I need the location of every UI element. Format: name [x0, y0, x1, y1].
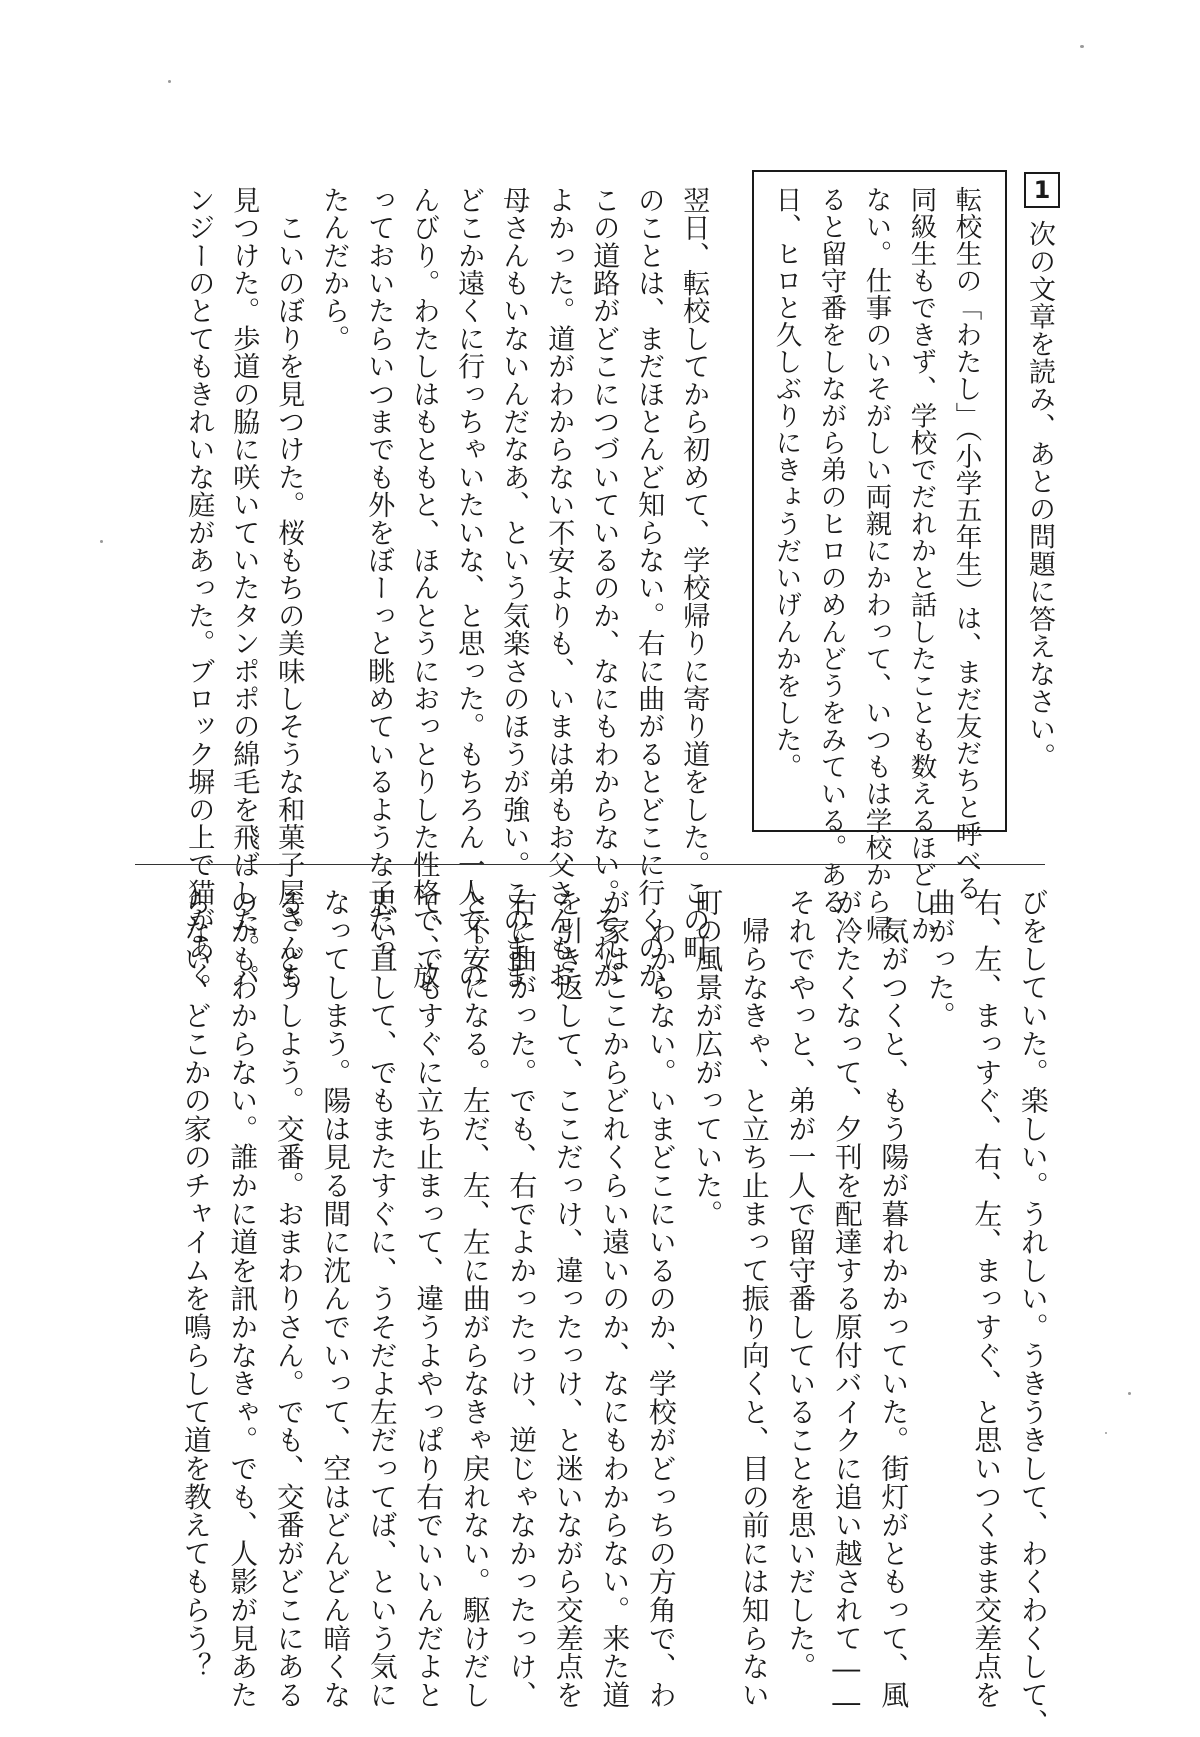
text-column: 同級生もできず、学校でだれかと話したことも数えるほどしか [905, 186, 937, 942]
scan-speck [1080, 45, 1084, 48]
text-column: 気がつくと、もう陽が暮れかかっていた。街灯がともって、風 [876, 888, 910, 1709]
scan-speck [1105, 1432, 1107, 1434]
text-column: ない。仕事のいそがしい両親にかわって、いつもは学校から帰 [860, 186, 892, 942]
text-column: たんだから。 [318, 186, 350, 353]
text-column: それでやっと、弟が一人で留守番していることを思いだした。 [783, 888, 817, 1681]
text-column: 曲がった。 [922, 888, 956, 1030]
text-column: この道路がどこにつづいているのか、なにもわからない。それが [588, 186, 620, 990]
text-column: よかった。道がわからない不安よりも、いまは弟もお父さんもお [543, 186, 575, 990]
text-column: びをしていた。楽しい。うれしい。うきうきして、わくわくして、 [1015, 888, 1049, 1737]
text-column: わからない。いまどこにいるのか、学校がどっちの方角で、わ [643, 888, 677, 1709]
text-column: を引き返して、ここだっけ、違ったっけ、と迷いながら交差点を [550, 888, 584, 1709]
text-column: て、でもすぐに立ち止まって、違うよやっぱり右でいいんだよと [411, 888, 445, 1709]
text-column: ると留守番をしながら弟のヒロのめんどうをみている。ある [815, 186, 847, 915]
text-column: んびり。わたしはもともと、ほんとうにおっとりした性格で、放 [408, 186, 440, 990]
text-column: 右に曲がった。でも、右でよかったっけ、逆じゃなかったっけ、 [504, 888, 538, 1709]
question-instruction: 次の文章を読み、あとの問題に答えなさい。 [1024, 220, 1055, 770]
text-column: 転校生の「わたし」（小学五年生）は、まだ友だちと呼べる [950, 186, 982, 902]
question-number: 1 [1024, 172, 1060, 208]
text-column: らない。どこかの家のチャイムを鳴らして道を教えてもらう？ [178, 888, 212, 1681]
text-column: 見つけた。歩道の脇に咲いていたタンポポの綿毛を飛ばした。パ [228, 186, 260, 990]
text-column: 右、左、まっすぐ、右、左、まっすぐ、と思いつくまま交差点を [969, 888, 1003, 1709]
text-column: こいのぼりを見つけた。桜もちの美味しそうな和菓子屋さんも [273, 186, 305, 990]
text-column: なってしまう。陽は見る間に沈んでいって、空はどんどん暗くな [318, 888, 352, 1709]
text-column: どこか遠くに行っちゃいたいな、と思った。もちろん一人で。の [453, 186, 485, 990]
text-column: 帰らなきゃ、と立ち止まって振り向くと、目の前には知らない [736, 888, 770, 1709]
text-column: のことは、まだほとんど知らない。右に曲がるとどこに行くのか、 [633, 186, 665, 1017]
section-divider [135, 864, 1045, 865]
text-column: る。どうしよう。交番。おまわりさん。でも、交番がどこにある [271, 888, 305, 1709]
text-column: が家はここからどれくらい遠いのか、なにもわからない。来た道 [597, 888, 631, 1709]
scan-speck [1128, 1392, 1131, 1395]
text-column: 母さんもいないんだなあ、という気楽さのほうが強い。このまま [498, 186, 530, 990]
text-column: と不安になる。左だ、左、左に曲がらなきゃ戻れない。駆けだし [457, 888, 491, 1709]
text-column: のかもわからない。誰かに道を訊かなきゃ。でも、人影が見あた [225, 888, 259, 1709]
text-column: が冷たくなって、夕刊を配達する原付バイクに追い越されて―― [829, 888, 863, 1720]
scan-speck [168, 80, 171, 83]
text-column: 思い直して、でもまたすぐに、うそだよ左だってば、という気に [364, 888, 398, 1709]
text-column: 町の風景が広がっていた。 [690, 888, 724, 1228]
text-column: 日、ヒロと久しぶりにきょうだいげんかをした。 [770, 186, 802, 780]
text-column: っておいたらいつまでも外をぼーっと眺めているような子だっ [363, 186, 395, 962]
scan-speck [100, 540, 103, 543]
text-column: 翌日、転校してから初めて、学校帰りに寄り道をした。この町 [678, 186, 710, 962]
text-column: ンジーのとてもきれいな庭があった。ブロック塀の上で猫があく [183, 186, 215, 990]
